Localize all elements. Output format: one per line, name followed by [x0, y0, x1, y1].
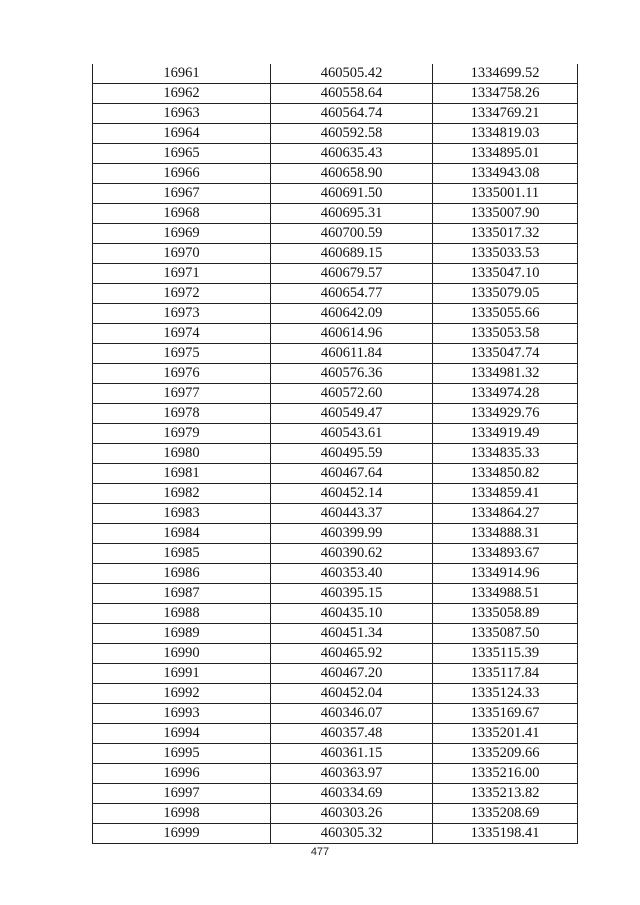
table-row	[93, 544, 578, 564]
point-id-cell: 16963	[93, 104, 271, 124]
x-coordinate-cell: 460435.10	[271, 604, 433, 624]
table-row	[93, 384, 578, 404]
x-coordinate-cell: 460495.59	[271, 444, 433, 464]
coordinate-table-body	[93, 64, 578, 844]
point-id-cell: 16980	[93, 444, 271, 464]
x-coordinate-cell: 460592.58	[271, 124, 433, 144]
y-coordinate-cell: 1334769.21	[433, 104, 578, 124]
x-coordinate-cell: 460695.31	[271, 204, 433, 224]
x-coordinate-cell: 460465.92	[271, 644, 433, 664]
y-coordinate-cell: 1335169.67	[433, 704, 578, 724]
table-row	[93, 404, 578, 424]
y-coordinate-cell: 1335201.41	[433, 724, 578, 744]
table-row	[93, 784, 578, 804]
x-coordinate-cell: 460443.37	[271, 504, 433, 524]
x-coordinate-cell: 460558.64	[271, 84, 433, 104]
y-coordinate-cell: 1334919.49	[433, 424, 578, 444]
table-row	[93, 664, 578, 684]
y-coordinate-cell: 1334758.26	[433, 84, 578, 104]
y-coordinate-cell: 1335198.41	[433, 824, 578, 844]
x-coordinate-cell: 460679.57	[271, 264, 433, 284]
table-row	[93, 324, 578, 344]
y-coordinate-cell: 1335055.66	[433, 304, 578, 324]
point-id-cell: 16970	[93, 244, 271, 264]
y-coordinate-cell: 1334864.27	[433, 504, 578, 524]
point-id-cell: 16999	[93, 824, 271, 844]
y-coordinate-cell: 1335208.69	[433, 804, 578, 824]
point-id-cell: 16976	[93, 364, 271, 384]
y-coordinate-cell: 1335033.53	[433, 244, 578, 264]
point-id-cell: 16974	[93, 324, 271, 344]
x-coordinate-cell: 460658.90	[271, 164, 433, 184]
x-coordinate-cell: 460700.59	[271, 224, 433, 244]
x-coordinate-cell: 460361.15	[271, 744, 433, 764]
point-id-cell: 16989	[93, 624, 271, 644]
table-row	[93, 524, 578, 544]
point-id-cell: 16987	[93, 584, 271, 604]
point-id-cell: 16981	[93, 464, 271, 484]
y-coordinate-cell: 1335087.50	[433, 624, 578, 644]
point-id-cell: 16968	[93, 204, 271, 224]
point-id-cell: 16992	[93, 684, 271, 704]
x-coordinate-cell: 460576.36	[271, 364, 433, 384]
table-row	[93, 84, 578, 104]
table-row	[93, 804, 578, 824]
point-id-cell: 16964	[93, 124, 271, 144]
x-coordinate-cell: 460654.77	[271, 284, 433, 304]
y-coordinate-cell: 1334850.82	[433, 464, 578, 484]
point-id-cell: 16986	[93, 564, 271, 584]
x-coordinate-cell: 460689.15	[271, 244, 433, 264]
point-id-cell: 16982	[93, 484, 271, 504]
y-coordinate-cell: 1334819.03	[433, 124, 578, 144]
x-coordinate-cell: 460611.84	[271, 344, 433, 364]
y-coordinate-cell: 1334988.51	[433, 584, 578, 604]
point-id-cell: 16996	[93, 764, 271, 784]
table-row	[93, 64, 578, 84]
point-id-cell: 16990	[93, 644, 271, 664]
table-row	[93, 424, 578, 444]
point-id-cell: 16979	[93, 424, 271, 444]
x-coordinate-cell: 460451.34	[271, 624, 433, 644]
table-row	[93, 264, 578, 284]
point-id-cell: 16994	[93, 724, 271, 744]
table-row	[93, 464, 578, 484]
y-coordinate-cell: 1335058.89	[433, 604, 578, 624]
y-coordinate-cell: 1335079.05	[433, 284, 578, 304]
point-id-cell: 16997	[93, 784, 271, 804]
y-coordinate-cell: 1334981.32	[433, 364, 578, 384]
table-row	[93, 344, 578, 364]
table-row	[93, 124, 578, 144]
x-coordinate-cell: 460572.60	[271, 384, 433, 404]
point-id-cell: 16975	[93, 344, 271, 364]
x-coordinate-cell: 460346.07	[271, 704, 433, 724]
table-row	[93, 644, 578, 664]
y-coordinate-cell: 1335124.33	[433, 684, 578, 704]
table-row	[93, 704, 578, 724]
point-id-cell: 16983	[93, 504, 271, 524]
table-row	[93, 304, 578, 324]
coordinate-table	[92, 64, 578, 844]
y-coordinate-cell: 1335209.66	[433, 744, 578, 764]
y-coordinate-cell: 1334835.33	[433, 444, 578, 464]
x-coordinate-cell: 460564.74	[271, 104, 433, 124]
table-row	[93, 104, 578, 124]
table-row	[93, 444, 578, 464]
x-coordinate-cell: 460614.96	[271, 324, 433, 344]
point-id-cell: 16973	[93, 304, 271, 324]
y-coordinate-cell: 1335007.90	[433, 204, 578, 224]
point-id-cell: 16965	[93, 144, 271, 164]
point-id-cell: 16969	[93, 224, 271, 244]
table-row	[93, 684, 578, 704]
table-row	[93, 584, 578, 604]
table-row	[93, 184, 578, 204]
point-id-cell: 16961	[93, 64, 271, 84]
page-number: 477	[310, 846, 330, 858]
x-coordinate-cell: 460357.48	[271, 724, 433, 744]
y-coordinate-cell: 1334699.52	[433, 64, 578, 84]
y-coordinate-cell: 1334888.31	[433, 524, 578, 544]
table-row	[93, 764, 578, 784]
y-coordinate-cell: 1335115.39	[433, 644, 578, 664]
x-coordinate-cell: 460505.42	[271, 64, 433, 84]
y-coordinate-cell: 1334914.96	[433, 564, 578, 584]
coordinate-table-container	[92, 64, 577, 844]
table-row	[93, 744, 578, 764]
point-id-cell: 16991	[93, 664, 271, 684]
table-row	[93, 564, 578, 584]
x-coordinate-cell: 460467.20	[271, 664, 433, 684]
table-row	[93, 164, 578, 184]
x-coordinate-cell: 460303.26	[271, 804, 433, 824]
point-id-cell: 16985	[93, 544, 271, 564]
table-row	[93, 364, 578, 384]
y-coordinate-cell: 1334943.08	[433, 164, 578, 184]
x-coordinate-cell: 460395.15	[271, 584, 433, 604]
y-coordinate-cell: 1334895.01	[433, 144, 578, 164]
table-row	[93, 204, 578, 224]
y-coordinate-cell: 1335216.00	[433, 764, 578, 784]
point-id-cell: 16993	[93, 704, 271, 724]
point-id-cell: 16966	[93, 164, 271, 184]
y-coordinate-cell: 1334929.76	[433, 404, 578, 424]
table-row	[93, 724, 578, 744]
y-coordinate-cell: 1335213.82	[433, 784, 578, 804]
table-row	[93, 604, 578, 624]
table-row	[93, 624, 578, 644]
point-id-cell: 16971	[93, 264, 271, 284]
x-coordinate-cell: 460452.04	[271, 684, 433, 704]
x-coordinate-cell: 460467.64	[271, 464, 433, 484]
point-id-cell: 16967	[93, 184, 271, 204]
x-coordinate-cell: 460549.47	[271, 404, 433, 424]
y-coordinate-cell: 1335047.10	[433, 264, 578, 284]
y-coordinate-cell: 1334859.41	[433, 484, 578, 504]
point-id-cell: 16984	[93, 524, 271, 544]
x-coordinate-cell: 460635.43	[271, 144, 433, 164]
point-id-cell: 16977	[93, 384, 271, 404]
x-coordinate-cell: 460691.50	[271, 184, 433, 204]
point-id-cell: 16988	[93, 604, 271, 624]
table-row	[93, 224, 578, 244]
table-row	[93, 484, 578, 504]
y-coordinate-cell: 1334974.28	[433, 384, 578, 404]
x-coordinate-cell: 460305.32	[271, 824, 433, 844]
y-coordinate-cell: 1335117.84	[433, 664, 578, 684]
x-coordinate-cell: 460642.09	[271, 304, 433, 324]
x-coordinate-cell: 460543.61	[271, 424, 433, 444]
y-coordinate-cell: 1334893.67	[433, 544, 578, 564]
x-coordinate-cell: 460390.62	[271, 544, 433, 564]
point-id-cell: 16962	[93, 84, 271, 104]
y-coordinate-cell: 1335047.74	[433, 344, 578, 364]
table-row	[93, 824, 578, 844]
point-id-cell: 16972	[93, 284, 271, 304]
y-coordinate-cell: 1335053.58	[433, 324, 578, 344]
y-coordinate-cell: 1335001.11	[433, 184, 578, 204]
table-row	[93, 284, 578, 304]
point-id-cell: 16998	[93, 804, 271, 824]
x-coordinate-cell: 460452.14	[271, 484, 433, 504]
point-id-cell: 16995	[93, 744, 271, 764]
x-coordinate-cell: 460334.69	[271, 784, 433, 804]
point-id-cell: 16978	[93, 404, 271, 424]
table-row	[93, 244, 578, 264]
table-row	[93, 144, 578, 164]
x-coordinate-cell: 460399.99	[271, 524, 433, 544]
table-row	[93, 504, 578, 524]
y-coordinate-cell: 1335017.32	[433, 224, 578, 244]
x-coordinate-cell: 460353.40	[271, 564, 433, 584]
x-coordinate-cell: 460363.97	[271, 764, 433, 784]
